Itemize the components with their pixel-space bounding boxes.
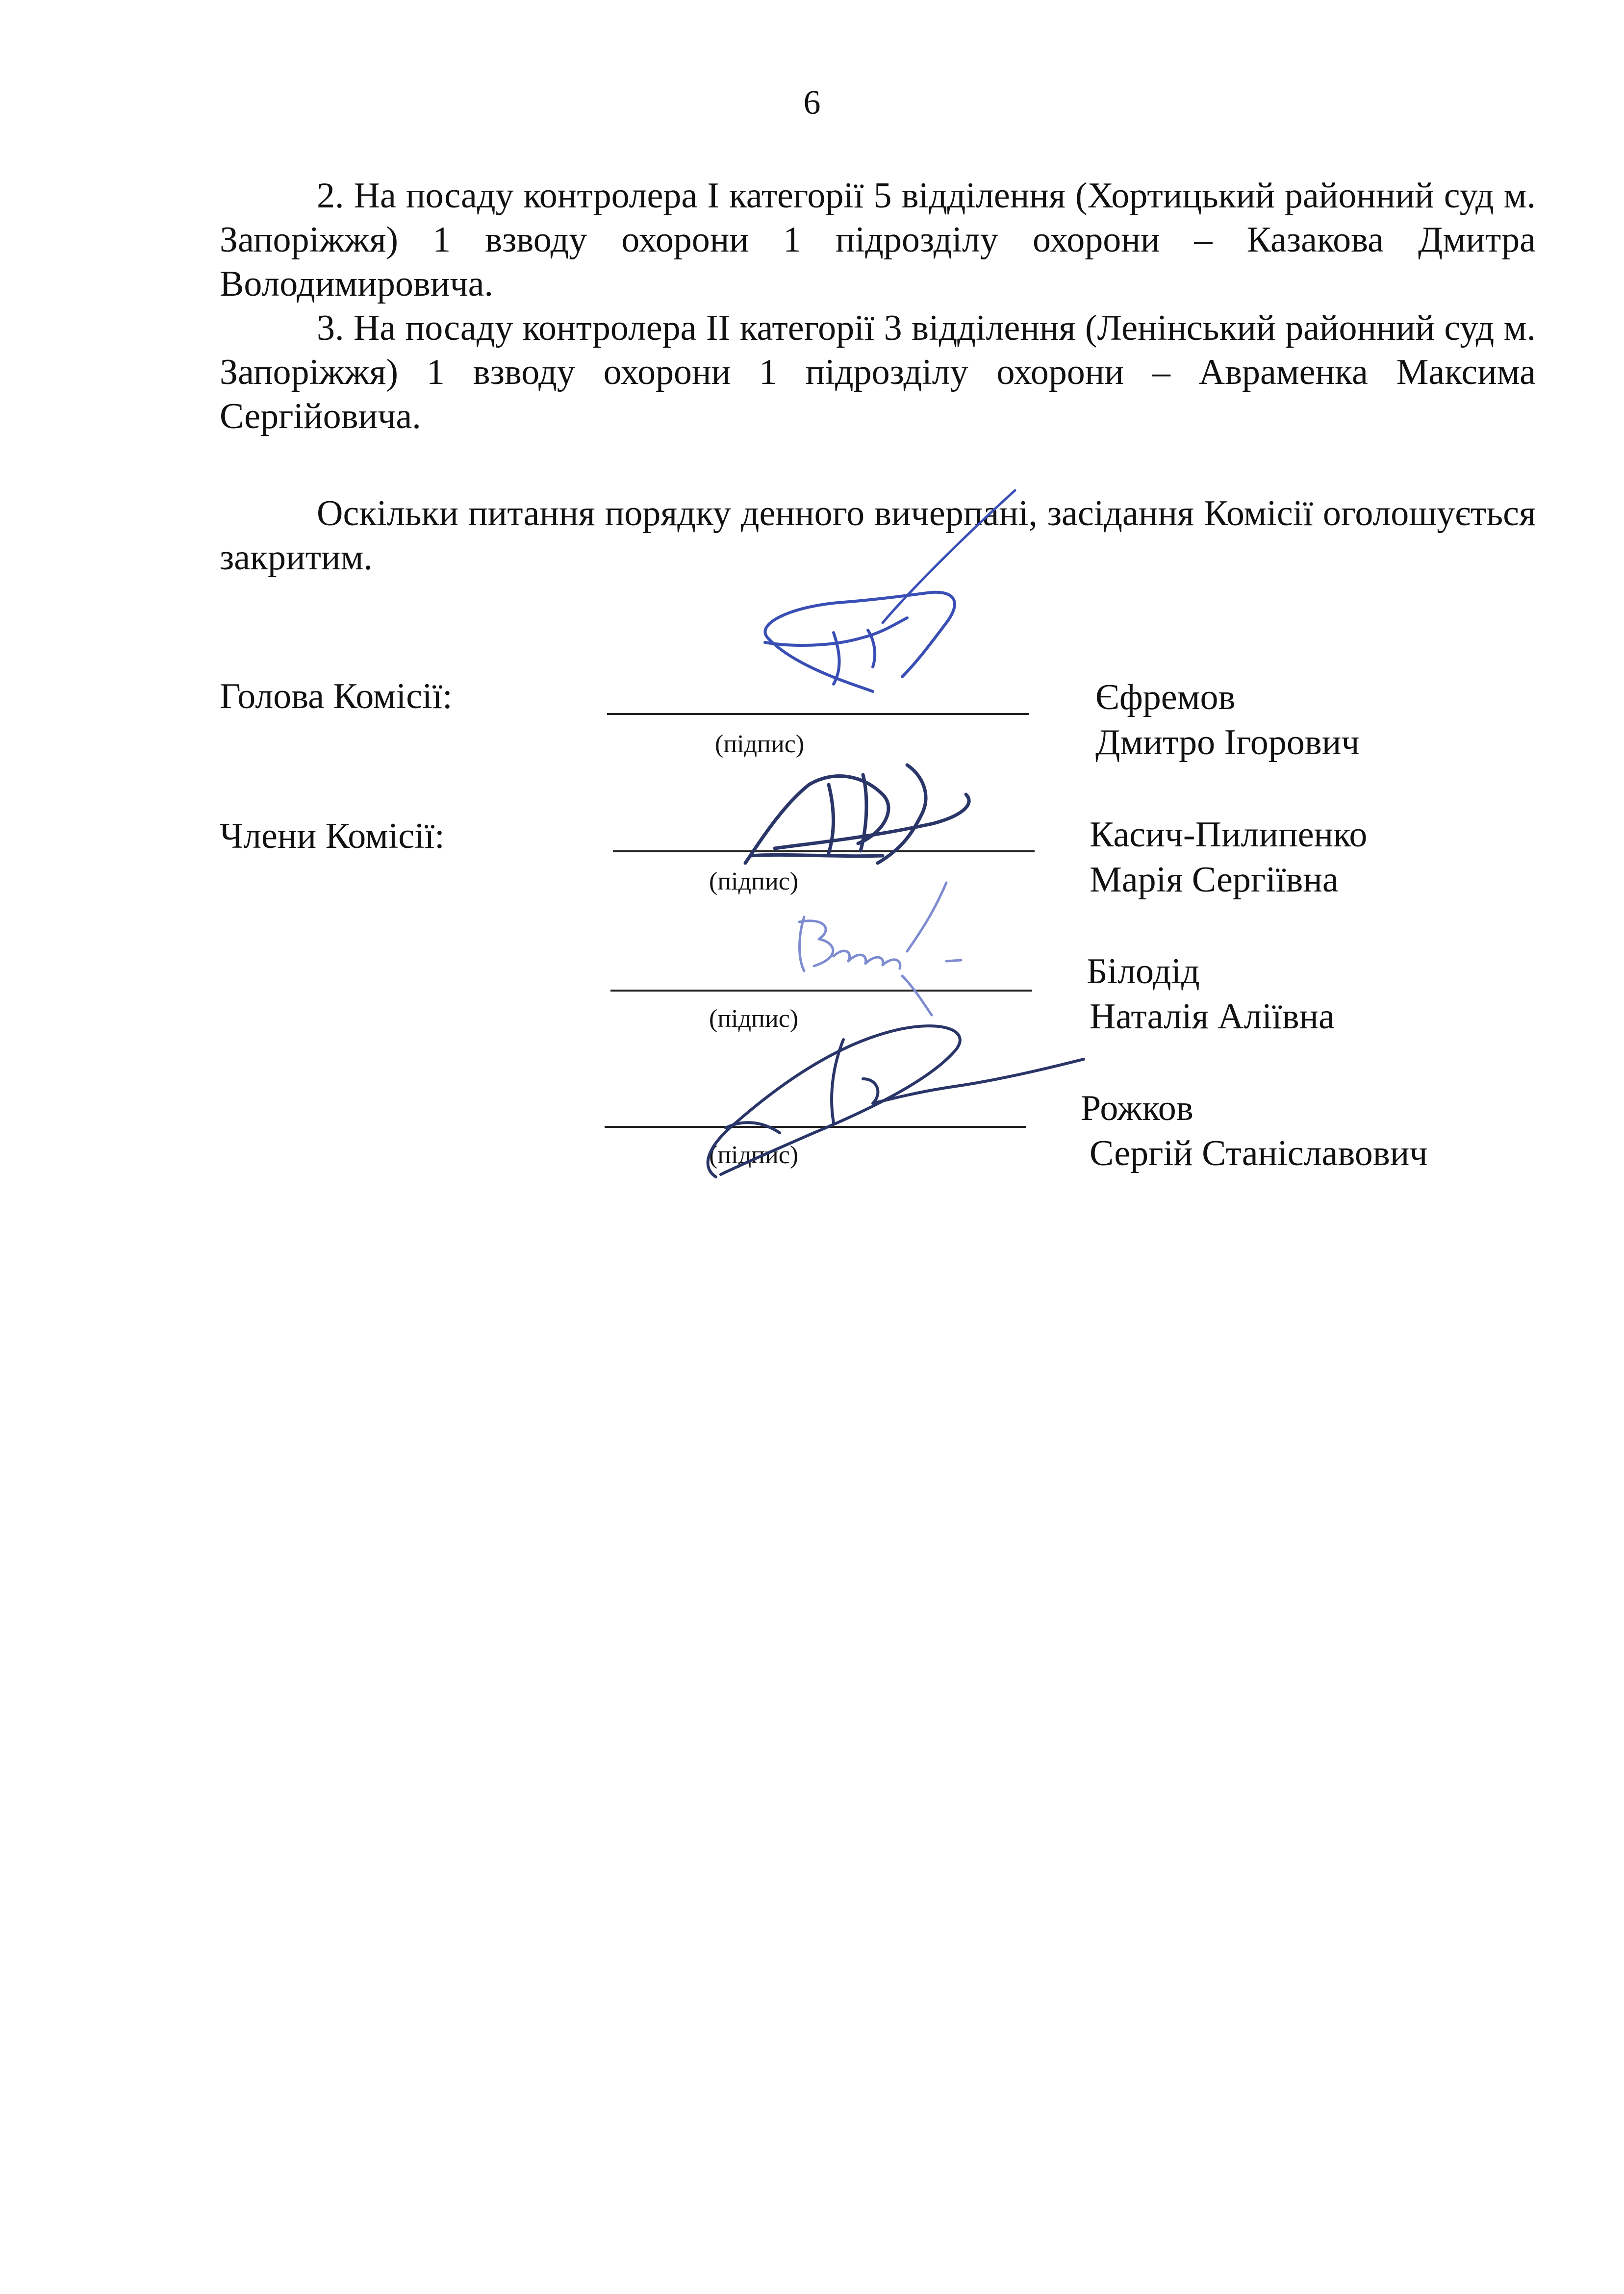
signatory-given-name-2: Марія Сергіївна [1090,860,1339,900]
signatory-given-name-1: Дмитро Ігорович [1095,722,1360,763]
signature-3 [799,883,961,1015]
signature-caption-2: (підпис) [709,867,799,895]
signatory-surname-3: Білодід [1087,951,1200,992]
paragraph-item-2: 2. На посаду контролера І категорії 5 відділення (Хортицький районний суд м. Запоріжжя) 1 взводу охорони 1 підрозділу охорони – Казакова Дмитра Володимировича. [220,176,1536,304]
signatory-surname-1: Єфремов [1095,677,1236,717]
members-role-label: Члени Комісії: [220,816,445,856]
signature-4 [708,1026,1084,1177]
signatory-given-name-4: Сергій Станіславович [1090,1133,1428,1173]
paragraph-item-3: 3. На посаду контролера ІІ категорії 3 відділення (Ленінський районний суд м. Запоріжжя) 1 взводу охорони 1 підрозділу охорони – Авраменка Максима Сергійовича. [220,308,1536,436]
signatory-surname-4: Рожков [1081,1088,1193,1128]
signatory-given-name-3: Наталія Аліївна [1090,996,1335,1037]
chair-role-label: Голова Комісії: [220,676,453,716]
page-number: 6 [803,84,821,122]
signature-caption-3: (підпис) [709,1005,799,1033]
signatory-surname-2: Касич-Пилипенко [1090,815,1368,855]
signature-2 [745,765,969,863]
signature-1 [765,490,1015,691]
closing-paragraph: Оскільки питання порядку денного вичерпані, засідання Комісії оголошується закритим. [220,493,1536,578]
signature-caption-4: (підпис) [709,1141,799,1169]
signature-caption-1: (підпис) [715,730,805,758]
